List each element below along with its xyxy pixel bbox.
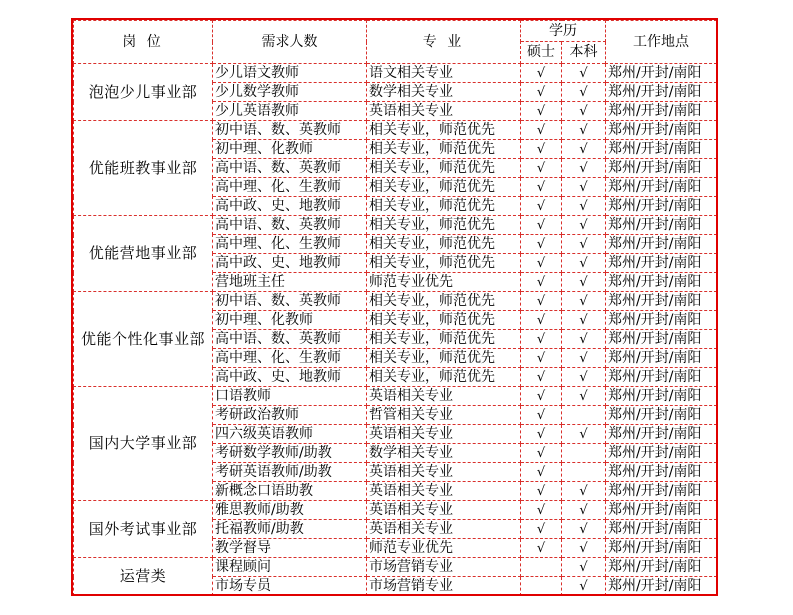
master-check: √ xyxy=(521,444,562,463)
table-row xyxy=(74,121,717,140)
major-cell: 相关专业，师范优先 xyxy=(367,159,521,178)
location-cell: 郑州/开封/南阳 xyxy=(606,577,717,596)
position-cell: 高中政、史、地教师 xyxy=(213,368,367,387)
major-cell: 相关专业，师范优先 xyxy=(367,311,521,330)
major-cell: 哲管相关专业 xyxy=(367,406,521,425)
master-check: √ xyxy=(521,273,562,292)
master-check: √ xyxy=(521,482,562,501)
header-count: 需求人数 xyxy=(213,21,367,64)
location-cell: 郑州/开封/南阳 xyxy=(606,558,717,577)
position-cell: 课程顾问 xyxy=(213,558,367,577)
header-major: 专 业 xyxy=(367,21,521,64)
position-cell: 高中语、数、英教师 xyxy=(213,216,367,235)
position-cell: 高中理、化、生教师 xyxy=(213,349,367,368)
major-cell: 市场营销专业 xyxy=(367,558,521,577)
master-check xyxy=(521,558,562,577)
bachelor-check: √ xyxy=(562,501,606,520)
header-location: 工作地点 xyxy=(606,21,717,64)
position-cell: 高中政、史、地教师 xyxy=(213,197,367,216)
position-cell: 少儿数学教师 xyxy=(213,83,367,102)
major-cell: 英语相关专业 xyxy=(367,425,521,444)
major-cell: 数学相关专业 xyxy=(367,83,521,102)
location-cell: 郑州/开封/南阳 xyxy=(606,349,717,368)
bachelor-check: √ xyxy=(562,159,606,178)
position-cell: 四六级英语教师 xyxy=(213,425,367,444)
position-cell: 高中政、史、地教师 xyxy=(213,254,367,273)
table-row xyxy=(74,292,717,311)
location-cell: 郑州/开封/南阳 xyxy=(606,520,717,539)
position-cell: 少儿语文教师 xyxy=(213,64,367,83)
location-cell: 郑州/开封/南阳 xyxy=(606,102,717,121)
master-check xyxy=(521,577,562,596)
bachelor-check: √ xyxy=(562,102,606,121)
master-check: √ xyxy=(521,121,562,140)
location-cell: 郑州/开封/南阳 xyxy=(606,216,717,235)
bachelor-check: √ xyxy=(562,349,606,368)
major-cell: 英语相关专业 xyxy=(367,463,521,482)
location-cell: 郑州/开封/南阳 xyxy=(606,425,717,444)
header-bachelor: 本科 xyxy=(562,42,606,64)
location-cell: 郑州/开封/南阳 xyxy=(606,273,717,292)
bachelor-check xyxy=(562,406,606,425)
location-cell: 郑州/开封/南阳 xyxy=(606,311,717,330)
bachelor-check: √ xyxy=(562,520,606,539)
position-cell: 新概念口语助教 xyxy=(213,482,367,501)
bachelor-check: √ xyxy=(562,482,606,501)
position-cell: 考研政治教师 xyxy=(213,406,367,425)
table-row xyxy=(74,64,717,83)
bachelor-check xyxy=(562,444,606,463)
master-check: √ xyxy=(521,197,562,216)
major-cell: 师范专业优先 xyxy=(367,273,521,292)
department-name: 优能营地事业部 xyxy=(74,216,213,292)
bachelor-check: √ xyxy=(562,311,606,330)
bachelor-check: √ xyxy=(562,368,606,387)
location-cell: 郑州/开封/南阳 xyxy=(606,140,717,159)
position-cell: 雅思教师/助教 xyxy=(213,501,367,520)
location-cell: 郑州/开封/南阳 xyxy=(606,444,717,463)
header-education: 学历 xyxy=(521,21,606,42)
recruitment-table xyxy=(73,20,717,596)
major-cell: 英语相关专业 xyxy=(367,102,521,121)
position-cell: 教学督导 xyxy=(213,539,367,558)
master-check: √ xyxy=(521,501,562,520)
bachelor-check: √ xyxy=(562,558,606,577)
position-cell: 考研英语教师/助教 xyxy=(213,463,367,482)
position-cell: 少儿英语教师 xyxy=(213,102,367,121)
location-cell: 郑州/开封/南阳 xyxy=(606,368,717,387)
table-row xyxy=(74,501,717,520)
header-master: 硕士 xyxy=(521,42,562,64)
department-name: 优能个性化事业部 xyxy=(74,292,213,387)
location-cell: 郑州/开封/南阳 xyxy=(606,406,717,425)
master-check: √ xyxy=(521,140,562,159)
location-cell: 郑州/开封/南阳 xyxy=(606,121,717,140)
location-cell: 郑州/开封/南阳 xyxy=(606,539,717,558)
department-name: 运营类 xyxy=(74,558,213,596)
master-check: √ xyxy=(521,368,562,387)
major-cell: 相关专业，师范优先 xyxy=(367,197,521,216)
position-cell: 高中语、数、英教师 xyxy=(213,159,367,178)
bachelor-check: √ xyxy=(562,254,606,273)
major-cell: 英语相关专业 xyxy=(367,501,521,520)
master-check: √ xyxy=(521,216,562,235)
bachelor-check: √ xyxy=(562,178,606,197)
major-cell: 相关专业，师范优先 xyxy=(367,216,521,235)
master-check: √ xyxy=(521,292,562,311)
table-row xyxy=(74,558,717,577)
master-check: √ xyxy=(521,425,562,444)
position-cell: 初中语、数、英教师 xyxy=(213,292,367,311)
table-row xyxy=(74,387,717,406)
major-cell: 师范专业优先 xyxy=(367,539,521,558)
master-check: √ xyxy=(521,254,562,273)
location-cell: 郑州/开封/南阳 xyxy=(606,254,717,273)
location-cell: 郑州/开封/南阳 xyxy=(606,330,717,349)
location-cell: 郑州/开封/南阳 xyxy=(606,178,717,197)
major-cell: 相关专业，师范优先 xyxy=(367,140,521,159)
major-cell: 相关专业，师范优先 xyxy=(367,178,521,197)
position-cell: 营地班主任 xyxy=(213,273,367,292)
location-cell: 郑州/开封/南阳 xyxy=(606,235,717,254)
master-check: √ xyxy=(521,64,562,83)
major-cell: 语文相关专业 xyxy=(367,64,521,83)
bachelor-check: √ xyxy=(562,330,606,349)
location-cell: 郑州/开封/南阳 xyxy=(606,292,717,311)
location-cell: 郑州/开封/南阳 xyxy=(606,482,717,501)
master-check: √ xyxy=(521,178,562,197)
position-cell: 高中理、化、生教师 xyxy=(213,178,367,197)
location-cell: 郑州/开封/南阳 xyxy=(606,501,717,520)
bachelor-check: √ xyxy=(562,197,606,216)
location-cell: 郑州/开封/南阳 xyxy=(606,197,717,216)
position-cell: 初中理、化教师 xyxy=(213,311,367,330)
location-cell: 郑州/开封/南阳 xyxy=(606,64,717,83)
position-cell: 市场专员 xyxy=(213,577,367,596)
major-cell: 相关专业，师范优先 xyxy=(367,330,521,349)
master-check: √ xyxy=(521,102,562,121)
position-cell: 托福教师/助教 xyxy=(213,520,367,539)
major-cell: 相关专业，师范优先 xyxy=(367,349,521,368)
bachelor-check: √ xyxy=(562,425,606,444)
bachelor-check: √ xyxy=(562,121,606,140)
major-cell: 相关专业，师范优先 xyxy=(367,235,521,254)
bachelor-check: √ xyxy=(562,387,606,406)
major-cell: 相关专业，师范优先 xyxy=(367,121,521,140)
location-cell: 郑州/开封/南阳 xyxy=(606,159,717,178)
major-cell: 英语相关专业 xyxy=(367,387,521,406)
bachelor-check: √ xyxy=(562,273,606,292)
master-check: √ xyxy=(521,539,562,558)
position-cell: 考研数学教师/助教 xyxy=(213,444,367,463)
major-cell: 相关专业，师范优先 xyxy=(367,368,521,387)
department-name: 泡泡少儿事业部 xyxy=(74,64,213,121)
bachelor-check: √ xyxy=(562,577,606,596)
major-cell: 市场营销专业 xyxy=(367,577,521,596)
master-check: √ xyxy=(521,311,562,330)
master-check: √ xyxy=(521,235,562,254)
bachelor-check: √ xyxy=(562,64,606,83)
position-cell: 口语教师 xyxy=(213,387,367,406)
bachelor-check: √ xyxy=(562,83,606,102)
master-check: √ xyxy=(521,463,562,482)
bachelor-check: √ xyxy=(562,216,606,235)
header-row-1 xyxy=(74,21,717,42)
bachelor-check xyxy=(562,463,606,482)
major-cell: 相关专业，师范优先 xyxy=(367,254,521,273)
master-check: √ xyxy=(521,349,562,368)
major-cell: 英语相关专业 xyxy=(367,482,521,501)
master-check: √ xyxy=(521,159,562,178)
location-cell: 郑州/开封/南阳 xyxy=(606,387,717,406)
bachelor-check: √ xyxy=(562,539,606,558)
location-cell: 郑州/开封/南阳 xyxy=(606,83,717,102)
position-cell: 初中语、数、英教师 xyxy=(213,121,367,140)
position-cell: 初中理、化教师 xyxy=(213,140,367,159)
major-cell: 数学相关专业 xyxy=(367,444,521,463)
header-position: 岗 位 xyxy=(74,21,213,64)
master-check: √ xyxy=(521,406,562,425)
master-check: √ xyxy=(521,520,562,539)
major-cell: 英语相关专业 xyxy=(367,520,521,539)
position-cell: 高中语、数、英教师 xyxy=(213,330,367,349)
bachelor-check: √ xyxy=(562,235,606,254)
master-check: √ xyxy=(521,387,562,406)
position-cell: 高中理、化、生教师 xyxy=(213,235,367,254)
bachelor-check: √ xyxy=(562,292,606,311)
bachelor-check: √ xyxy=(562,140,606,159)
master-check: √ xyxy=(521,83,562,102)
recruitment-table-frame xyxy=(71,18,718,596)
department-name: 国外考试事业部 xyxy=(74,501,213,558)
location-cell: 郑州/开封/南阳 xyxy=(606,463,717,482)
department-name: 国内大学事业部 xyxy=(74,387,213,501)
master-check: √ xyxy=(521,330,562,349)
major-cell: 相关专业，师范优先 xyxy=(367,292,521,311)
department-name: 优能班教事业部 xyxy=(74,121,213,216)
table-row xyxy=(74,216,717,235)
